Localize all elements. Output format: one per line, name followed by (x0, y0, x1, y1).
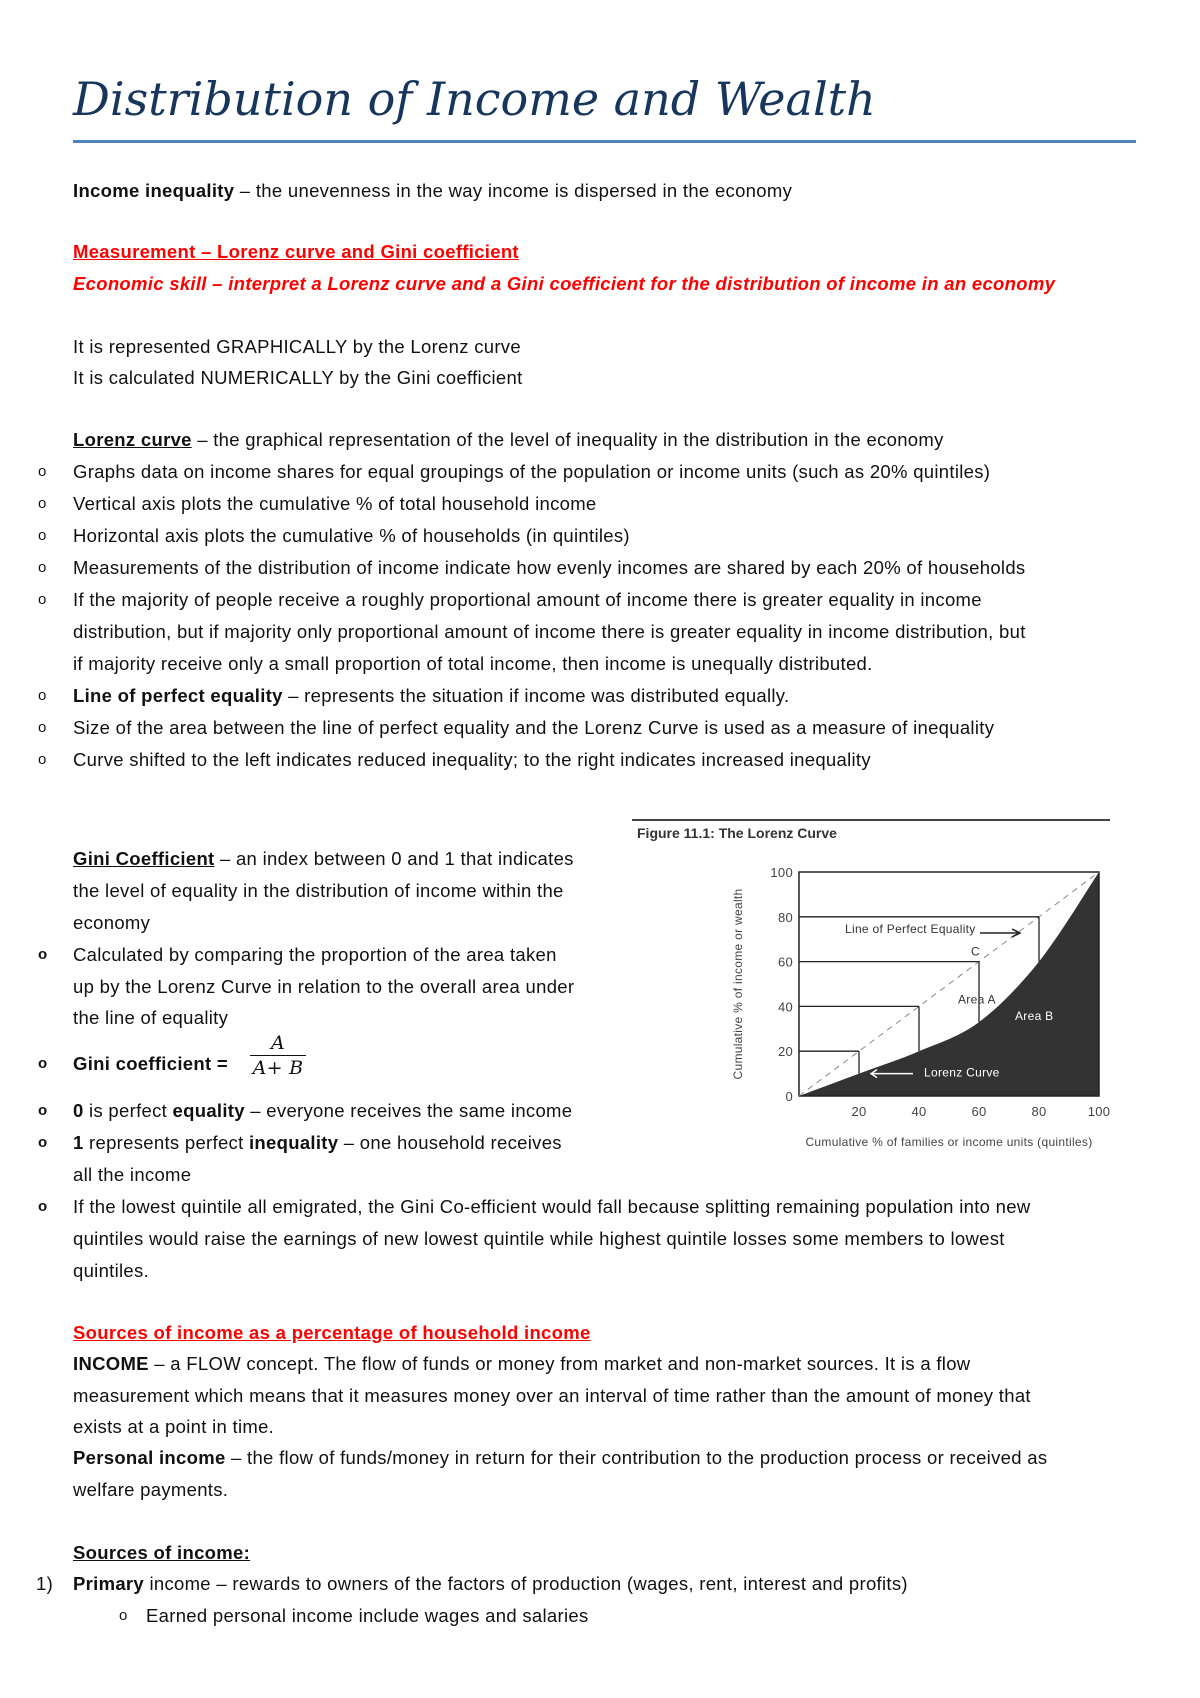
bullet-text: if majority receive only a small proportion of total income, then income is unequally distributed. (73, 653, 873, 674)
bullet-text: Curve shifted to the left indicates reduced inequality; to the right indicates increased inequality (73, 749, 871, 770)
represented-line: It is represented GRAPHICALLY by the Lorenz curve (73, 336, 521, 357)
y-tick-label: 80 (777, 909, 793, 925)
denominator: A+ B (252, 1057, 304, 1079)
equality-annotation: Line of Perfect Equality (845, 922, 976, 936)
bullet-text: Horizontal axis plots the cumulative % of households (in quintiles) (73, 525, 630, 546)
bullet-text: If the majority of people receive a roughly proportional amount of income there is greater equality in income (73, 589, 982, 610)
bullet-text: Graphs data on income shares for equal groupings of the population or income units (such as 20% quintiles) (73, 461, 991, 482)
text-line: the level of equality in the distribution of income within the (73, 880, 564, 901)
bullet-icon: o (38, 1055, 48, 1072)
page-title: Distribution of Income and Wealth (73, 72, 876, 126)
y-tick-label: 100 (770, 865, 793, 880)
bullet-icon: o (38, 751, 47, 768)
list-number: 1) (36, 1573, 54, 1594)
x-tick-label: 100 (1087, 1104, 1111, 1119)
bullet-icon: o (38, 946, 48, 963)
text-line: the line of equality (73, 1007, 229, 1028)
text-line: quintiles. (73, 1260, 150, 1281)
x-tick-label: 60 (971, 1104, 987, 1119)
text-line: exists at a point in time. (73, 1416, 275, 1437)
personal-line: Personal income – the flow of funds/money in return for their contribution to the production process or received as (73, 1447, 1048, 1468)
one-line: 1 represents perfect inequality – one household receives (73, 1132, 562, 1153)
bullet-icon: o (38, 463, 47, 480)
term: Gini Coefficient (73, 848, 215, 869)
measurement-heading: Measurement – Lorenz curve and Gini coefficient (73, 241, 519, 262)
point-c-label: C (971, 944, 980, 959)
bullet-icon: o (38, 1134, 48, 1151)
text-line: quintiles would raise the earnings of new lowest quintile while highest quintile losses some members to lowest (73, 1228, 1005, 1249)
bullet-text: Line of perfect equality – represents the situation if income was distributed equally. (73, 685, 790, 706)
text-line: Calculated by comparing the proportion of the area taken (73, 944, 557, 965)
bullet-icon: o (38, 1102, 48, 1119)
bullet-text: Vertical axis plots the cumulative % of total household income (73, 493, 597, 514)
bullet-icon: o (38, 527, 47, 544)
bullet-icon: o (38, 591, 47, 608)
text-line: measurement which means that it measures money over an interval of time rather than the amount of money that (73, 1385, 1031, 1406)
intro-line (73, 175, 792, 207)
area-b-label: Area B (1015, 1008, 1054, 1023)
text-line: economy (73, 912, 151, 933)
figure-rule (632, 819, 1110, 821)
y-axis-label: Cumulative % of income or wealth (731, 888, 745, 1080)
y-tick-label: 60 (777, 954, 793, 970)
bullet-icon: o (38, 1198, 48, 1215)
bullet-text: Measurements of the distribution of income indicate how evenly incomes are shared by each 20% of households (73, 557, 1026, 578)
zero-line: 0 is perfect equality – everyone receives the same income (73, 1100, 573, 1121)
gini-formula (250, 1032, 306, 1079)
text-line: If the lowest quintile all emigrated, the Gini Co-efficient would fall because splitting remaining population into new (73, 1196, 1031, 1217)
lorenz-annotation: Lorenz Curve (924, 1065, 1000, 1080)
x-tick-label: 20 (851, 1104, 867, 1119)
sources-subheading: Sources of income: (73, 1542, 251, 1563)
term: Income inequality (73, 180, 235, 201)
calculated-line: It is calculated NUMERICALLY by the Gini coefficient (73, 367, 523, 388)
x-tick-label: 80 (1031, 1104, 1047, 1119)
arrow-icon (980, 929, 1020, 937)
bullet-text: distribution, but if majority only proportional amount of income there is greater equality in income distribution, but (73, 621, 1026, 642)
bullet-icon: o (38, 495, 47, 512)
bullet-icon: o (38, 687, 47, 704)
text: – the unevenness in the way income is dispersed in the economy (234, 180, 793, 201)
text-line: all the income (73, 1164, 192, 1185)
x-tick-label: 40 (911, 1104, 927, 1119)
sources-heading: Sources of income as a percentage of household income (73, 1322, 591, 1343)
gini-definition (73, 843, 574, 875)
numerator: A (270, 1032, 286, 1054)
bullet-icon: o (38, 559, 47, 576)
y-tick-label: 40 (777, 999, 793, 1015)
lorenz-definition (73, 424, 944, 456)
lorenz-chart (700, 850, 1120, 1160)
bullet-icon: o (119, 1607, 128, 1624)
x-axis-label: Cumulative % of families or income units (quintiles) (805, 1135, 1093, 1149)
title-rule (73, 140, 1136, 143)
bullet-icon: o (38, 719, 47, 736)
economic-skill: Economic skill – interpret a Lorenz curve and a Gini coefficient for the distribution of income in an economy (73, 273, 1056, 294)
text-line: up by the Lorenz Curve in relation to the overall area under (73, 976, 575, 997)
figure-title: Figure 11.1: The Lorenz Curve (637, 825, 837, 841)
y-tick-label: 0 (785, 1089, 793, 1104)
text: – an index between 0 and 1 that indicates (214, 848, 574, 869)
y-tick-label: 20 (777, 1044, 793, 1060)
text-line: Earned personal income include wages and salaries (146, 1605, 589, 1626)
bullet-text: Size of the area between the line of perfect equality and the Lorenz Curve is used as a measure of inequality (73, 717, 995, 738)
formula-label: Gini coefficient = (73, 1053, 228, 1074)
income-line: INCOME – a FLOW concept. The flow of funds or money from market and non-market sources. It is a flow (73, 1353, 971, 1374)
term: Lorenz curve (73, 429, 192, 450)
area-a-label: Area A (958, 992, 996, 1007)
text-line: welfare payments. (73, 1479, 229, 1500)
text: – the graphical representation of the level of inequality in the distribution in the economy (191, 429, 944, 450)
primary-line: Primary income – rewards to owners of the factors of production (wages, rent, interest and profits) (73, 1573, 908, 1594)
